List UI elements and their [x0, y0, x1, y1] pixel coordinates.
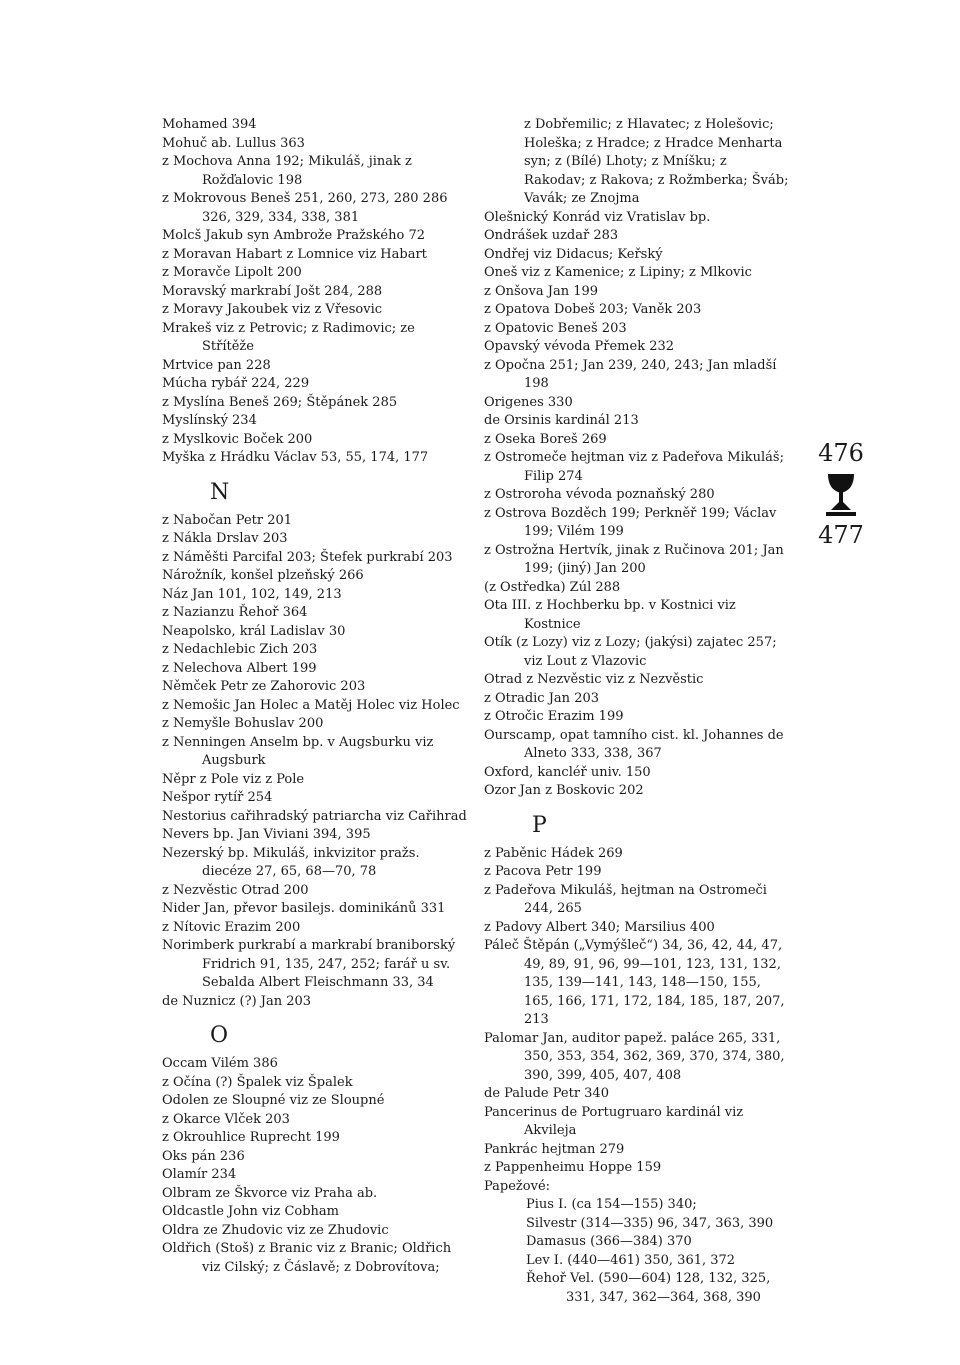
index-entry: z Nákla Drslav 203: [162, 531, 288, 546]
index-entry: z Ostromeče hejtman viz z Padeřova Mikuláš; Filip 274: [484, 450, 784, 484]
index-entry: z Oseka Boreš 269: [484, 431, 607, 447]
index-entry: Ondřej viz Didacus; Keřský: [484, 246, 663, 262]
index-entry: Ozor Jan z Boskovic 202: [484, 783, 644, 798]
index-entry: Norimberk purkrabí a markrabí braniborský Fridrich 91, 135, 247, 252; farář u sv. Sebalda Albert Fleischmann 33, 34: [162, 938, 456, 990]
folio-number-bottom: 477: [818, 521, 864, 549]
index-entry: Mohuč ab. Lullus 363: [162, 135, 305, 151]
index-entry: z Padeřova Mikuláš, hejtman na Ostromeči 244, 265: [484, 882, 767, 916]
index-entry: Múcha rybář 224, 229: [162, 376, 310, 391]
index-entry: z Moravče Lipolt 200: [162, 265, 302, 280]
index-entry: z Otradic Jan 203: [484, 690, 600, 706]
index-entry: de Nuznicz (?) Jan 203: [162, 993, 312, 1009]
index-entry: z Opočna 251; Jan 239, 240, 243; Jan mladší 198: [484, 357, 777, 391]
chalice-icon: [824, 472, 858, 518]
index-entry: Mohamed 394: [162, 117, 257, 132]
index-entry: Myslínský 234: [162, 413, 257, 428]
index-entry: Olamír 234: [162, 1167, 237, 1182]
index-entry: Páleč Štěpán („Vymýšleč“) 34, 36, 42, 44, 47, 49, 89, 91, 96, 99—101, 123, 131, 132, 135, 139—141, 143, 148—150, 155, 165, 166, 171, 172, 184, 185, 187, 207, 213: [484, 938, 785, 1027]
index-entry: z Dobřemilic; z Hlavatec; z Holešovic; Holeška; z Hradce; z Hradce Menharta syn; z (Bílé) Lhoty; z Mníšku; z Rakodav; z Rakova; z Rožmberka; Šváb; Vavák; ze Znojma: [524, 117, 789, 206]
page-folio: [812, 440, 870, 548]
index-entry: z Nenningen Anselm bp. v Augsburku viz Augsburk: [162, 734, 434, 768]
index-entry: z Mokrovous Beneš 251, 260, 273, 280 286 326, 329, 334, 338, 381: [162, 191, 448, 225]
index-entry: Otík (z Lozy) viz z Lozy; (jakýsi) zajatec 257; viz Lout z Vlazovic: [484, 635, 777, 669]
index-entry: Oldra ze Zhudovic viz ze Zhudovic: [162, 1222, 389, 1238]
index-entry: Occam Vilém 386: [162, 1056, 278, 1071]
index-entry: z Padovy Albert 340; Marsilius 400: [484, 919, 715, 935]
index-entry: Nevers bp. Jan Viviani 394, 395: [162, 827, 371, 842]
index-entry: z Nemyšle Bohuslav 200: [162, 716, 324, 731]
section-letter: O: [210, 1023, 229, 1048]
index-entry: Nezerský bp. Mikuláš, inkvizitor pražs. diecéze 27, 65, 68—70, 78: [162, 845, 420, 879]
index-subentry: Řehoř Vel. (590—604) 128, 132, 325, 331, 347, 362—364, 368, 390: [526, 1271, 771, 1305]
index-entry: Ota III. z Hochberku bp. v Kostnici viz Kostnice: [484, 598, 736, 632]
index-entry: Olbram ze Škvorce viz Praha ab.: [162, 1185, 378, 1201]
index-entry: Opavský vévoda Přemek 232: [484, 339, 675, 354]
index-entry: z Mochova Anna 192; Mikuláš, jinak z Rožďalovic 198: [162, 154, 412, 188]
index-entry: z Ostrožna Hertvík, jinak z Ručinova 201; Jan 199; (jiný) Jan 200: [484, 542, 784, 576]
index-entry: z Náměšti Parcifal 203; Štefek purkrabí 203: [162, 549, 453, 565]
index-entry: Papežové:: [484, 1178, 551, 1194]
index-entry: z Myslkovic Boček 200: [162, 431, 313, 447]
index-entry: Nešpor rytíř 254: [162, 790, 273, 805]
index-entry: z Okrouhlice Ruprecht 199: [162, 1130, 340, 1145]
index-entry: de Palude Petr 340: [484, 1086, 609, 1101]
index-entry: Nider Jan, převor basilejs. dominikánů 331: [162, 901, 446, 916]
index-entry: Pankrác hejtman 279: [484, 1141, 625, 1157]
index-entry: Oldcastle John viz Cobham: [162, 1204, 339, 1219]
index-entry: z Moravy Jakoubek viz z Vřesovic: [162, 302, 383, 317]
index-entry: z Nedachlebic Zich 203: [162, 642, 318, 657]
index-entry: (z Ostředka) Zúl 288: [484, 579, 621, 595]
index-entry: z Moravan Habart z Lomnice viz Habart: [162, 246, 427, 262]
index-entry: Mrtvice pan 228: [162, 357, 271, 373]
index-entry: z Očína (?) Špalek viz Špalek: [162, 1074, 353, 1090]
index-subentry: Lev I. (440—461) 350, 361, 372: [526, 1252, 736, 1268]
index-entry: Oks pán 236: [162, 1148, 245, 1164]
index-entry: z Otročic Erazim 199: [484, 709, 624, 724]
index-entry: Oldřich (Stoš) z Branic viz z Branic; Oldřich viz Cilský; z Čáslavě; z Dobrovítova;: [162, 1241, 452, 1275]
index-entry: z Nezvěstic Otrad 200: [162, 882, 309, 898]
index-entry: Origenes 330: [484, 394, 573, 410]
index-entry: Náz Jan 101, 102, 149, 213: [162, 586, 342, 602]
index-entry: z Paběnic Hádek 269: [484, 845, 623, 861]
index-entry: Oxford, kancléř univ. 150: [484, 764, 651, 780]
section-letter: N: [210, 479, 230, 505]
index-entry: z Pappenheimu Hoppe 159: [484, 1160, 662, 1175]
index-entry: Odolen ze Sloupné viz ze Sloupné: [162, 1093, 385, 1108]
index-entry: Mrakeš viz z Petrovic; z Radimovic; ze Střítěže: [162, 320, 415, 354]
index-entry: Nárožník, konšel plzeňský 266: [162, 568, 364, 583]
index-entry: Moravský markrabí Jošt 284, 288: [162, 283, 383, 299]
index-column-right: [484, 116, 790, 1307]
index-column-left: [162, 116, 468, 1277]
index-entry: Něpr z Pole viz z Pole: [162, 771, 305, 787]
index-entry: z Ostrova Bozděch 199; Perkněř 199; Václav 199; Vilém 199: [484, 505, 777, 539]
index-entry: z Onšova Jan 199: [484, 283, 599, 299]
index-entry: Palomar Jan, auditor papež. paláce 265, 331, 350, 353, 354, 362, 369, 370, 374, 380, 390, 399, 405, 407, 408: [484, 1030, 785, 1083]
index-entry: z Nelechova Albert 199: [162, 660, 317, 676]
index-entry: Neapolsko, král Ladislav 30: [162, 623, 346, 639]
index-entry: de Orsinis kardinál 213: [484, 413, 639, 428]
index-entry: z Nazianzu Řehoř 364: [162, 605, 308, 620]
index-entry: z Pacova Petr 199: [484, 864, 602, 879]
index-entry: Oneš viz z Kamenice; z Lipiny; z Mlkovic: [484, 265, 752, 280]
index-entry: z Myslína Beneš 269; Štěpánek 285: [162, 394, 398, 410]
index-entry: z Opatova Dobeš 203; Vaněk 203: [484, 302, 702, 317]
index-subentry: Damasus (366—384) 370: [526, 1234, 692, 1249]
index-entry: Ourscamp, opat tamního cist. kl. Johannes de Alneto 333, 338, 367: [484, 727, 784, 761]
index-entry: z Nítovic Erazim 200: [162, 919, 301, 935]
index-entry: Nestorius cařihradský patriarcha viz Cařihrad: [162, 808, 467, 824]
index-entry: z Opatovic Beneš 203: [484, 320, 627, 336]
index-subentry: Silvestr (314—335) 96, 347, 363, 390: [526, 1215, 774, 1231]
index-entry: Myška z Hrádku Václav 53, 55, 174, 177: [162, 450, 429, 465]
index-entry: z Nabočan Petr 201: [162, 512, 293, 528]
index-entry: z Nemošic Jan Holec a Matěj Holec viz Holec: [162, 697, 460, 713]
index-entry: Olešnický Konrád viz Vratislav bp.: [484, 209, 711, 225]
folio-number-top: 476: [818, 439, 864, 467]
section-letter: P: [532, 812, 547, 838]
index-entry: Ondrášek uzdař 283: [484, 228, 619, 243]
index-entry: Pancerinus de Portugruaro kardinál viz Akvileja: [484, 1104, 744, 1138]
index-entry: Molcš Jakub syn Ambrože Pražského 72: [162, 228, 425, 243]
index-entry: Otrad z Nezvěstic viz z Nezvěstic: [484, 672, 704, 687]
index-subentry: Pius I. (ca 154—155) 340;: [526, 1197, 697, 1212]
index-entry: Němček Petr ze Zahorovic 203: [162, 679, 366, 694]
index-entry: z Okarce Vlček 203: [162, 1111, 290, 1127]
index-entry: z Ostroroha vévoda poznaňský 280: [484, 487, 715, 502]
